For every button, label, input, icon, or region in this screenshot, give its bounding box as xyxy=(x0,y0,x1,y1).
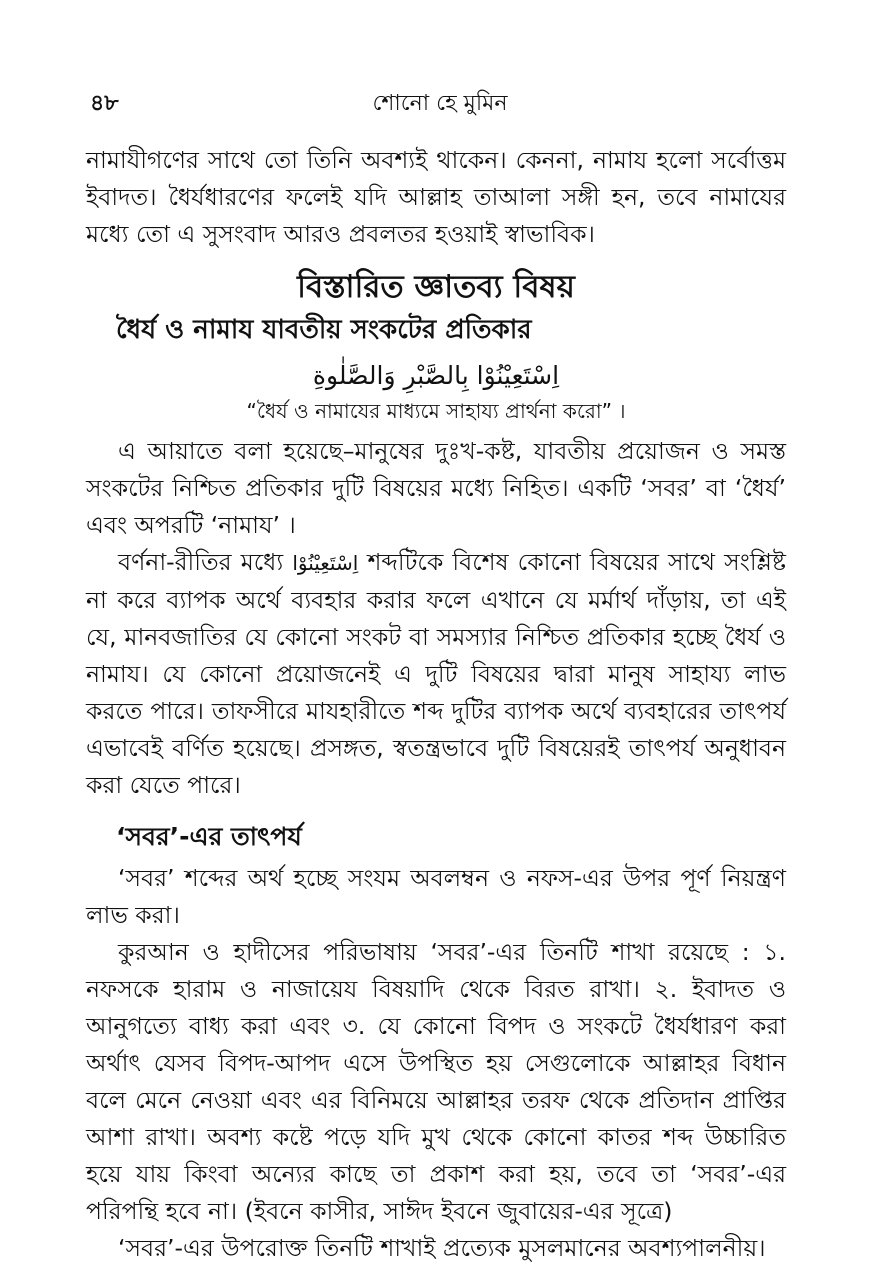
page-number: ৪৮ xyxy=(90,91,119,116)
paragraph-2-arabic-word: اِسْتَعِيْنُوْا xyxy=(292,551,359,575)
sub-heading-sabr-meaning: ‘সবর’-এর তাৎপর্য xyxy=(116,822,302,851)
section-heading: বিস্তারিত জ্ঞাতব্য বিষয় xyxy=(297,269,575,305)
book-title: শোনো হে মুমিন xyxy=(372,91,508,116)
paragraph-2-rest: শব্দটিকে বিশেষ কোনো বিষয়ের সাথে সংশ্লিষ্ট না করে ব্যাপক অর্থে ব্যবহার করার ফলে এখানে যে মর্মার্থ দাঁড়ায়, তা এই যে, মানবজাতির যে কোনো সংকট বা সমস্যার নিশ্চিত প্রতিকার হচ্ছে ধৈর্য ও নামায। যে কোনো প্রয়োজনেই এ দুটি বিষয়ের দ্বারা মানুষ সাহায্য লাভ করতে পারে। তাফসীরে মাযহারীতে শব্দ দুটির ব্যাপক অর্থে ব্যবহারের তাৎপর্য এভাবেই বর্ণিত হয়েছে। প্রসঙ্গত, স্বতন্ত্রভাবে দুটি বিষয়েরই তাৎপর্য অনুধাবন করা যেতে পারে। xyxy=(86,548,786,799)
paragraph-5: ‘সবর’-এর উপরোক্ত তিনটি শাখাই প্রত্যেক মুসলমানের অবশ্যপালনীয়। xyxy=(118,1234,766,1262)
arabic-verse: اِسْتَعِيْنُوْا بِالصَّبْرِ وَالصَّلٰوةِ xyxy=(312,361,560,390)
sub-heading-patience-prayer: ধৈর্য ও নামায যাবতীয় সংকটের প্রতিকার xyxy=(116,315,532,345)
paragraph-intro: নামাযীগণের সাথে তো তিনি অবশ্যই থাকেন। কেননা, নামায হলো সর্বোত্তম ইবাদত। ধৈর্যধারণের ফলেই যদি আল্লাহ তাআলা সঙ্গী হন, তবে নামাযের মধ্যে তো এ সুসংবাদ আরও প্রবলতর হওয়াই স্বাভাবিক। xyxy=(86,146,786,248)
paragraph-2-start: বর্ণনা-রীতির মধ্যে xyxy=(118,548,284,576)
verse-translation: “ধৈর্য ও নামাযের মাধ্যমে সাহায্য প্রার্থনা করো” । xyxy=(246,399,626,423)
running-head xyxy=(90,86,790,122)
paragraph-1: এ আয়াতে বলা হয়েছে–মানুষের দুঃখ-কষ্ট, যাবতীয় প্রয়োজন ও সমস্ত সংকটের নিশ্চিত প্রতিকার দুটি বিষয়ের মধ্যে নিহিত। একটি ‘সবর’ বা ‘ধৈর্য’ এবং অপরটি ‘নামায’ । xyxy=(86,437,786,539)
paragraph-4: কুরআন ও হাদীসের পরিভাষায় ‘সবর’-এর তিনটি শাখা রয়েছে : ১. নফসকে হারাম ও নাজায়েয বিষয়াদি থেকে বিরত রাখা। ২. ইবাদত ও আনুগত্যে বাধ্য করা এবং ৩. যে কোনো বিপদ ও সংকটে ধৈর্যধারণ করা অর্থাৎ যেসব বিপদ-আপদ এসে উপস্থিত হয় সেগুলোকে আল্লাহর বিধান বলে মেনে নেওয়া এবং এর বিনিময়ে আল্লাহর তরফ থেকে প্রতিদান প্রাপ্তির আশা রাখা। অবশ্য কষ্টে পড়ে যদি মুখ থেকে কোনো কাতর শব্দ উচ্চারিত হয়ে যায় কিংবা অন্যের কাছে তা প্রকাশ করা হয়, তবে তা ‘সবর’-এর পরিপন্থি হবে না। (ইবনে কাসীর, সাঈদ ইবনে জুবায়ের-এর সূত্রে) xyxy=(86,938,786,1225)
body-text xyxy=(86,142,786,1267)
paragraph-3: ‘সবর’ শব্দের অর্থ হচ্ছে সংযম অবলম্বন ও নফস-এর উপর পূর্ণ নিয়ন্ত্রণ লাভ করা। xyxy=(86,864,786,929)
paragraph-2 xyxy=(86,544,786,804)
